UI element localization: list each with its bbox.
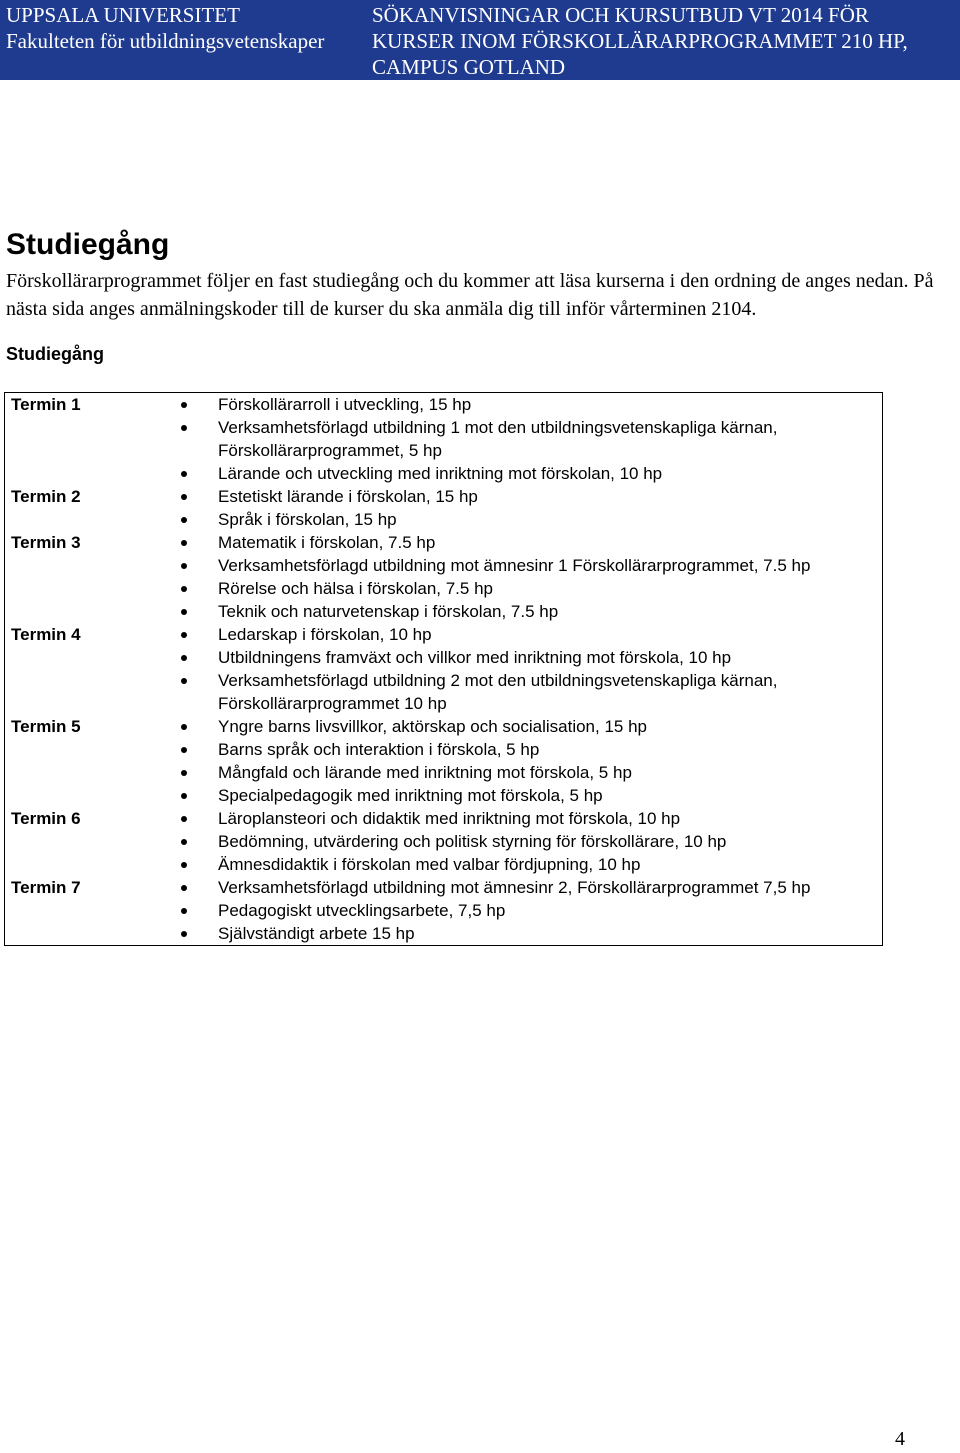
course-name: Yngre barns livsvillkor, aktörskap och socialisation, 15 hp xyxy=(218,717,647,736)
term-label: Termin 6 xyxy=(11,809,81,828)
term-row xyxy=(5,807,883,876)
course-name: Utbildningens framväxt och villkor med inriktning mot förskola, 10 hp xyxy=(218,648,732,667)
term-label: Termin 7 xyxy=(11,878,81,897)
section-title: Studiegång xyxy=(6,228,170,261)
course-item xyxy=(181,416,882,462)
header-faculty: Fakulteten för utbildningsvetenskaper xyxy=(6,29,325,53)
course-item xyxy=(181,761,882,784)
course-item xyxy=(181,508,882,531)
course-name: Mångfald och lärande med inriktning mot förskola, 5 hp xyxy=(218,763,632,782)
course-list xyxy=(181,485,882,531)
course-item xyxy=(181,830,882,853)
bullet-icon xyxy=(181,632,187,638)
course-list xyxy=(181,623,882,715)
bullet-icon xyxy=(181,540,187,546)
course-item xyxy=(181,623,882,646)
course-item xyxy=(181,876,882,899)
term-row xyxy=(5,623,883,715)
bullet-icon xyxy=(181,678,187,684)
bullet-icon xyxy=(181,517,187,523)
term-courses xyxy=(181,485,883,531)
course-name: Specialpedagogik med inriktning mot förskola, 5 hp xyxy=(218,786,603,805)
course-item xyxy=(181,899,882,922)
bullet-icon xyxy=(181,402,187,408)
course-name: Läroplansteori och didaktik med inriktning mot förskola, 10 hp xyxy=(218,809,681,828)
term-row xyxy=(5,876,883,946)
term-row xyxy=(5,485,883,531)
bullet-icon xyxy=(181,747,187,753)
course-name: Ämnesdidaktik i förskolan med valbar fördjupning, 10 hp xyxy=(218,855,641,874)
course-name: Förskollärarroll i utveckling, 15 hp xyxy=(218,395,472,414)
course-list xyxy=(181,393,882,485)
bullet-icon xyxy=(181,724,187,730)
course-name: Lärande och utveckling med inriktning mot förskolan, 10 hp xyxy=(218,464,663,483)
header-title-line: SÖKANVISNINGAR OCH KURSUTBUD VT 2014 FÖR xyxy=(372,3,869,27)
bullet-icon xyxy=(181,655,187,661)
bullet-icon xyxy=(181,908,187,914)
header-title-line: CAMPUS GOTLAND xyxy=(372,55,566,79)
course-name: Bedömning, utvärdering och politisk styrning för förskollärare, 10 hp xyxy=(218,832,727,851)
term-label: Termin 5 xyxy=(11,717,81,736)
bullet-icon xyxy=(181,885,187,891)
page-number: 4 xyxy=(895,1428,905,1450)
course-item xyxy=(181,922,882,945)
term-courses xyxy=(181,715,883,807)
bullet-icon xyxy=(181,609,187,615)
term-label: Termin 1 xyxy=(11,395,81,414)
course-item xyxy=(181,784,882,807)
bullet-icon xyxy=(181,563,187,569)
bullet-icon xyxy=(181,816,187,822)
course-item xyxy=(181,853,882,876)
term-courses xyxy=(181,807,883,876)
bullet-icon xyxy=(181,494,187,500)
course-name: Verksamhetsförlagd utbildning 2 mot den utbildningsvetenskapliga kärnan, Förskollärarprogrammet 10 hp xyxy=(218,671,778,713)
course-name: Pedagogiskt utvecklingsarbete, 7,5 hp xyxy=(218,901,506,920)
course-item xyxy=(181,646,882,669)
course-name: Estetiskt lärande i förskolan, 15 hp xyxy=(218,487,478,506)
course-name: Språk i förskolan, 15 hp xyxy=(218,510,397,529)
course-name: Ledarskap i förskolan, 10 hp xyxy=(218,625,432,644)
bullet-icon xyxy=(181,471,187,477)
intro-paragraph: Förskollärarprogrammet följer en fast studiegång och du kommer att läsa kurserna i den ordning de anges nedan. På nästa sida anges anmälningskoder till de kurser du ska anmäla dig till inför vårterminen 2104. xyxy=(6,270,934,320)
term-row xyxy=(5,393,883,486)
bullet-icon xyxy=(181,586,187,592)
course-item xyxy=(181,554,882,577)
table-caption: Studiegång xyxy=(6,344,104,364)
term-label: Termin 2 xyxy=(11,487,81,506)
term-label: Termin 4 xyxy=(11,625,81,644)
course-item xyxy=(181,531,882,554)
bullet-icon xyxy=(181,770,187,776)
document-header xyxy=(0,0,960,80)
course-item xyxy=(181,807,882,830)
course-name: Barns språk och interaktion i förskola, 5 hp xyxy=(218,740,540,759)
course-list xyxy=(181,807,882,876)
term-row xyxy=(5,715,883,807)
course-name: Matematik i förskolan, 7.5 hp xyxy=(218,533,436,552)
course-item xyxy=(181,600,882,623)
bullet-icon xyxy=(181,793,187,799)
course-item xyxy=(181,738,882,761)
course-name: Verksamhetsförlagd utbildning mot ämnesinr 1 Förskollärarprogrammet, 7.5 hp xyxy=(218,556,811,575)
course-name: Verksamhetsförlagd utbildning mot ämnesinr 2, Förskollärarprogrammet 7,5 hp xyxy=(218,878,811,897)
study-plan-table xyxy=(4,392,883,946)
course-item xyxy=(181,462,882,485)
term-courses xyxy=(181,876,883,946)
bullet-icon xyxy=(181,839,187,845)
term-courses xyxy=(181,393,883,486)
course-name: Rörelse och hälsa i förskolan, 7.5 hp xyxy=(218,579,493,598)
header-title-line: KURSER INOM FÖRSKOLLÄRARPROGRAMMET 210 HP, xyxy=(372,29,908,53)
course-item xyxy=(181,669,882,715)
header-institution xyxy=(6,2,324,54)
course-item xyxy=(181,485,882,508)
course-list xyxy=(181,876,882,945)
course-item xyxy=(181,393,882,416)
bullet-icon xyxy=(181,931,187,937)
term-label: Termin 3 xyxy=(11,533,81,552)
study-plan-body xyxy=(5,393,883,946)
term-row xyxy=(5,531,883,623)
course-list xyxy=(181,531,882,623)
course-name: Självständigt arbete 15 hp xyxy=(218,924,415,943)
header-document-title xyxy=(372,2,952,80)
course-name: Teknik och naturvetenskap i förskolan, 7.5 hp xyxy=(218,602,559,621)
course-name: Verksamhetsförlagd utbildning 1 mot den utbildningsvetenskapliga kärnan, Förskollärarprogrammet, 5 hp xyxy=(218,418,778,460)
term-courses xyxy=(181,531,883,623)
term-courses xyxy=(181,623,883,715)
course-list xyxy=(181,715,882,807)
header-university: UPPSALA UNIVERSITET xyxy=(6,3,240,27)
bullet-icon xyxy=(181,425,187,431)
course-item xyxy=(181,577,882,600)
bullet-icon xyxy=(181,862,187,868)
course-item xyxy=(181,715,882,738)
